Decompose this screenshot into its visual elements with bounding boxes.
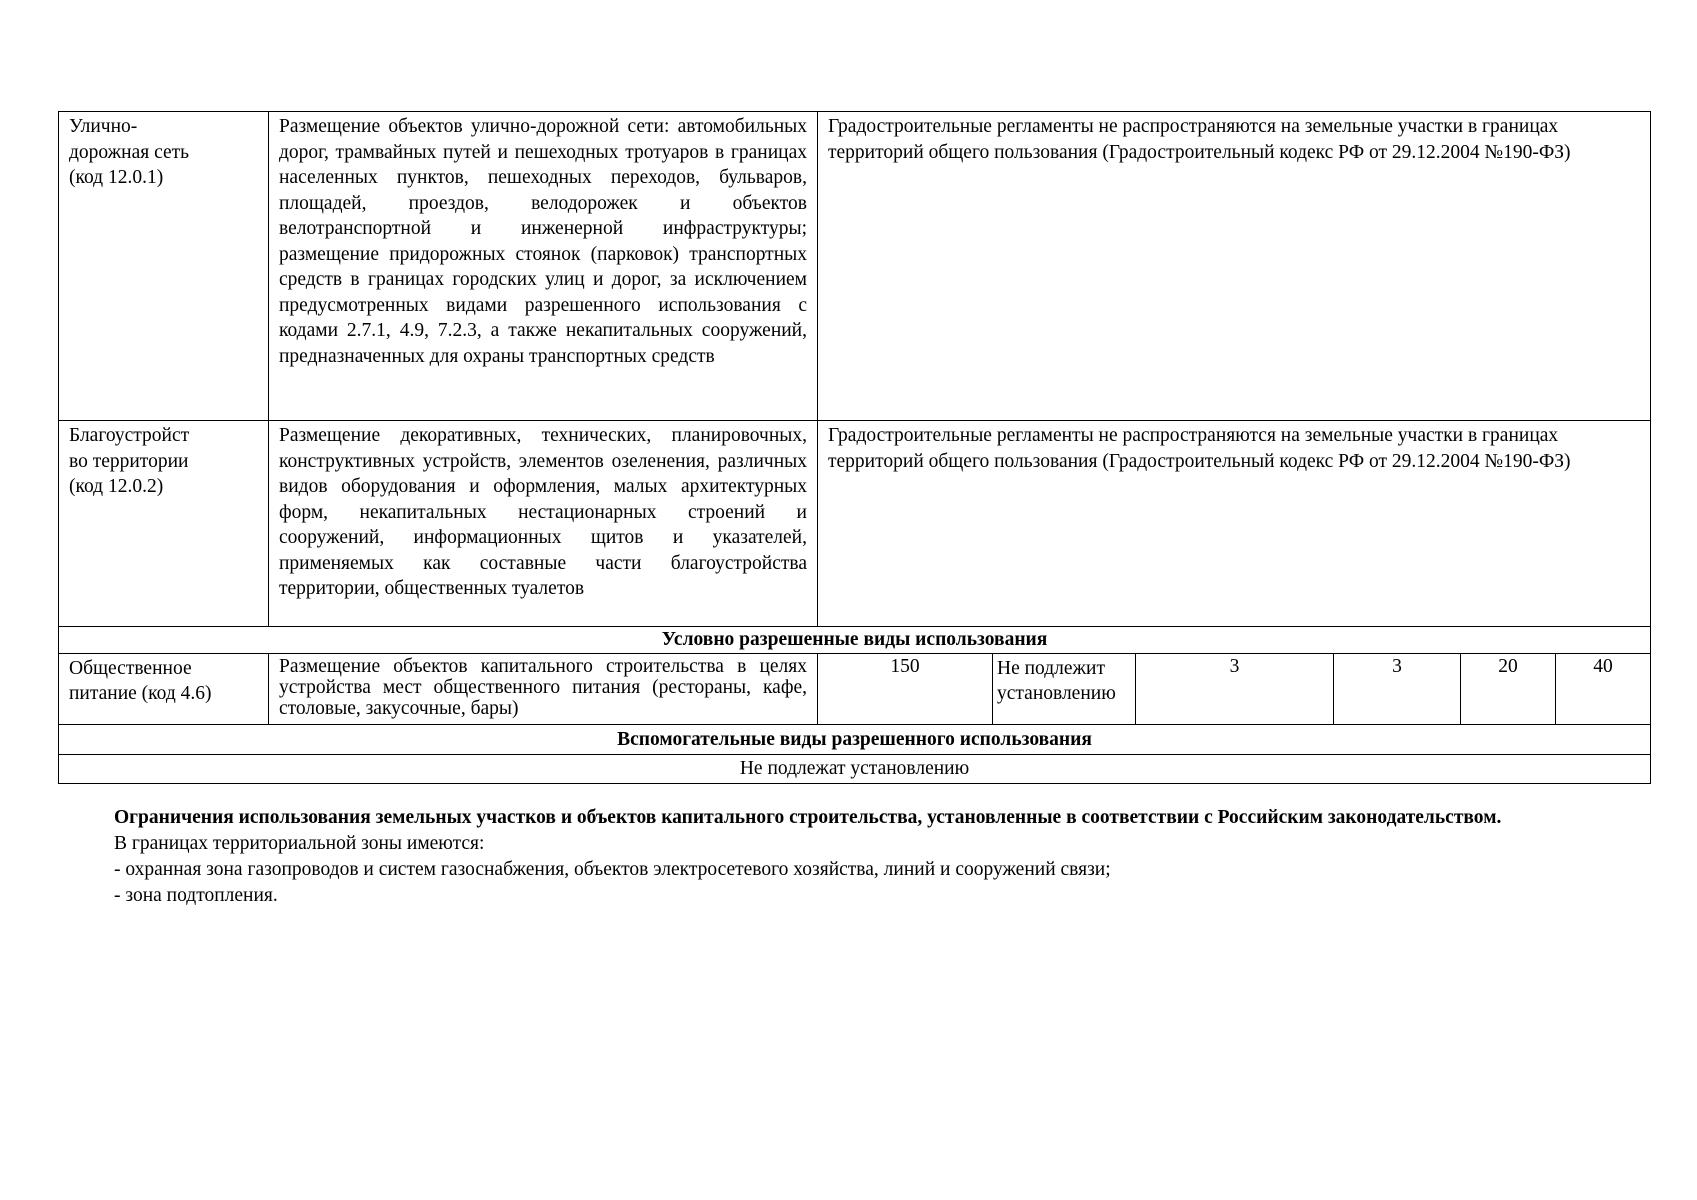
use-type-description: Размещение объектов улично-дорожной сети: автомобильных дорог, трамвайных путей и пешеходных тротуаров в границах населенных пунктов, пешеходных переходов, бульваров, площадей, проездов, велодорожек и объектов велотранспортной и инженерной инфраструктуры; размещение придорожных стоянок (парковок) транспортных средств в границах городских улиц и дорог, за исключением предусмотренных видами разрешенного использования с кодами 2.7.1, 4.9, 7.2.3, а также некапитальных сооружений, предназначенных для охраны транспортных средств [269,112,818,421]
restriction-item: - зона подтопления. [114,885,278,906]
use-type-description: Размещение объектов капитального строительства в целях устройства мест общественного питания (рестораны, кафе, столовые, закусочные, бары) [269,654,818,725]
table-row [59,421,1651,627]
use-type-name: Улично- дорожная сеть (код 12.0.1) [59,112,269,421]
regulation-note: Градостроительные регламенты не распространяются на земельные участки в границах территорий общего пользования (Градостроительный кодекс РФ от 29.12.2004 №190-ФЗ) [818,112,1651,421]
restrictions-heading: Ограничения использования земельных участков и объектов капитального строительства, установленные в соответствии с Российским законодательством. [114,807,1502,828]
value-cell: 3 [1334,654,1461,725]
restrictions-intro: В границах территориальной зоны имеются: [114,833,485,854]
table-row [59,112,1651,421]
value-cell: Не подлежит установлению [993,654,1136,725]
value-cell: 40 [1556,654,1651,725]
value-cell: 3 [1136,654,1334,725]
restrictions-section [58,805,1650,909]
section-header-row [59,725,1651,755]
value-cell: 20 [1461,654,1556,725]
section-header-row [59,627,1651,654]
use-type-description: Размещение декоративных, технических, планировочных, конструктивных устройств, элементов озеленения, различных видов оборудования и оформления, малых архитектурных форм, некапитальных нестационарных строений и сооружений, информационных щитов и указателей, применяемых как составные части благоустройства территории, общественных туалетов [269,421,818,627]
auxiliary-uses-text: Не подлежат установлению [59,755,1651,784]
auxiliary-uses-header: Вспомогательные виды разрешенного использования [59,725,1651,755]
value-cell: 150 [818,654,993,725]
table-row [59,755,1651,784]
restriction-item: - охранная зона газопроводов и систем газоснабжения, объектов электросетевого хозяйства, линий и сооружений связи; [114,859,1111,880]
table-row [59,654,1651,725]
regulation-note: Градостроительные регламенты не распространяются на земельные участки в границах территорий общего пользования (Градостроительный кодекс РФ от 29.12.2004 №190-ФЗ) [818,421,1651,627]
use-type-name: Общественное питание (код 4.6) [59,654,269,725]
regulations-table [58,111,1651,784]
conditional-uses-header: Условно разрешенные виды использования [59,627,1651,654]
use-type-name: Благоустройст во территории (код 12.0.2) [59,421,269,627]
